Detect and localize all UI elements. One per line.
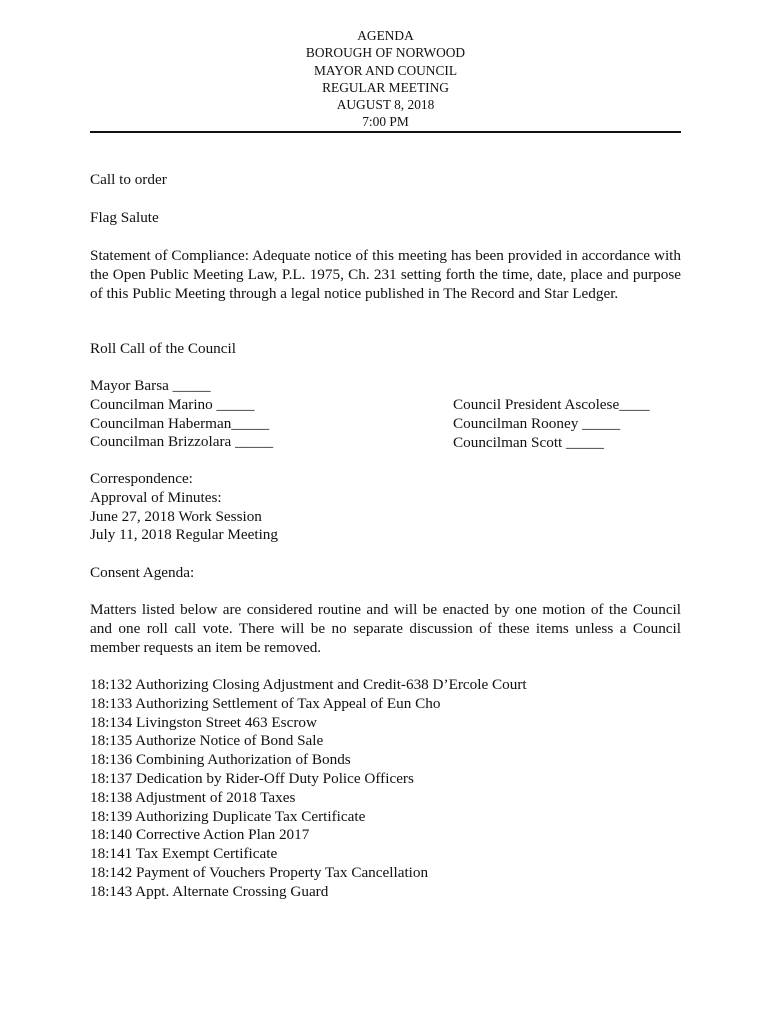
statement-of-compliance: Statement of Compliance: Adequate notice of this meeting has been provided in accordance with the Open Public Meeting Law, P.L. 1975, Ch. 231 setting forth the time, date, place and purpose of this Public Meeting through a legal notice published in The Record and Star Ledger.: [90, 247, 681, 302]
resolution-item: 18:132 Authorizing Closing Adjustment and Credit-638 D’Ercole Court: [90, 676, 527, 693]
resolution-item: 18:140 Corrective Action Plan 2017: [90, 826, 310, 844]
approval-of-minutes-heading: Approval of Minutes:: [90, 488, 222, 506]
header-divider: [90, 131, 681, 133]
resolution-item: 18:134 Livingston Street 463 Escrow: [90, 713, 317, 731]
resolution-item: 18:138 Adjustment of 2018 Taxes: [90, 788, 296, 806]
roll-call-entry: Councilman Marino _____: [90, 395, 255, 413]
header-line-time: 7:00 PM: [362, 114, 409, 130]
header-line-body: MAYOR AND COUNCIL: [313, 62, 458, 78]
minutes-item: June 27, 2018 Work Session: [90, 507, 262, 525]
resolution-item: 18:141 Tax Exempt Certificate: [90, 845, 278, 863]
roll-call-entry: Mayor Barsa _____: [90, 377, 211, 394]
call-to-order: Call to order: [90, 171, 167, 188]
resolution-item: 18:135 Authorize Notice of Bond Sale: [90, 732, 324, 750]
header-line-date: AUGUST 8, 2018: [336, 97, 435, 113]
header-line-agenda: AGENDA: [357, 28, 414, 43]
roll-call-right-column: [453, 396, 650, 452]
roll-call-heading: Roll Call of the Council: [90, 340, 236, 357]
roll-call-entry: Councilman Scott _____: [453, 433, 605, 451]
consent-agenda-note: Matters listed below are considered routine and will be enacted by one motion of the Council and one roll call vote. There will be no separate discussion of these items unless a Council member requests an item be removed.: [90, 601, 681, 656]
roll-call-entry: Council President Ascolese____: [453, 396, 650, 413]
correspondence-heading: Correspondence:: [90, 470, 193, 487]
correspondence-and-minutes: [90, 470, 681, 545]
roll-call-entry: Councilman Haberman_____: [90, 414, 270, 432]
agenda-header: [90, 27, 681, 131]
flag-salute: Flag Salute: [90, 209, 159, 226]
resolution-item: 18:139 Authorizing Duplicate Tax Certificate: [90, 807, 366, 825]
resolution-item: 18:142 Payment of Vouchers Property Tax Cancellation: [90, 863, 429, 881]
roll-call-entry: Councilman Brizzolara _____: [90, 433, 274, 451]
resolution-item: 18:133 Authorizing Settlement of Tax Appeal of Eun Cho: [90, 694, 441, 712]
resolution-item: 18:143 Appt. Alternate Crossing Guard: [90, 882, 329, 900]
resolutions-list: [90, 676, 681, 902]
header-line-borough: BOROUGH OF NORWOOD: [305, 45, 466, 61]
roll-call-entry: Councilman Rooney _____: [453, 414, 621, 432]
resolution-item: 18:137 Dedication by Rider-Off Duty Police Officers: [90, 769, 414, 787]
consent-agenda-heading: Consent Agenda:: [90, 564, 195, 581]
header-line-meeting-type: REGULAR MEETING: [322, 79, 449, 95]
resolution-item: 18:136 Combining Authorization of Bonds: [90, 751, 351, 769]
minutes-item: July 11, 2018 Regular Meeting: [90, 526, 278, 544]
